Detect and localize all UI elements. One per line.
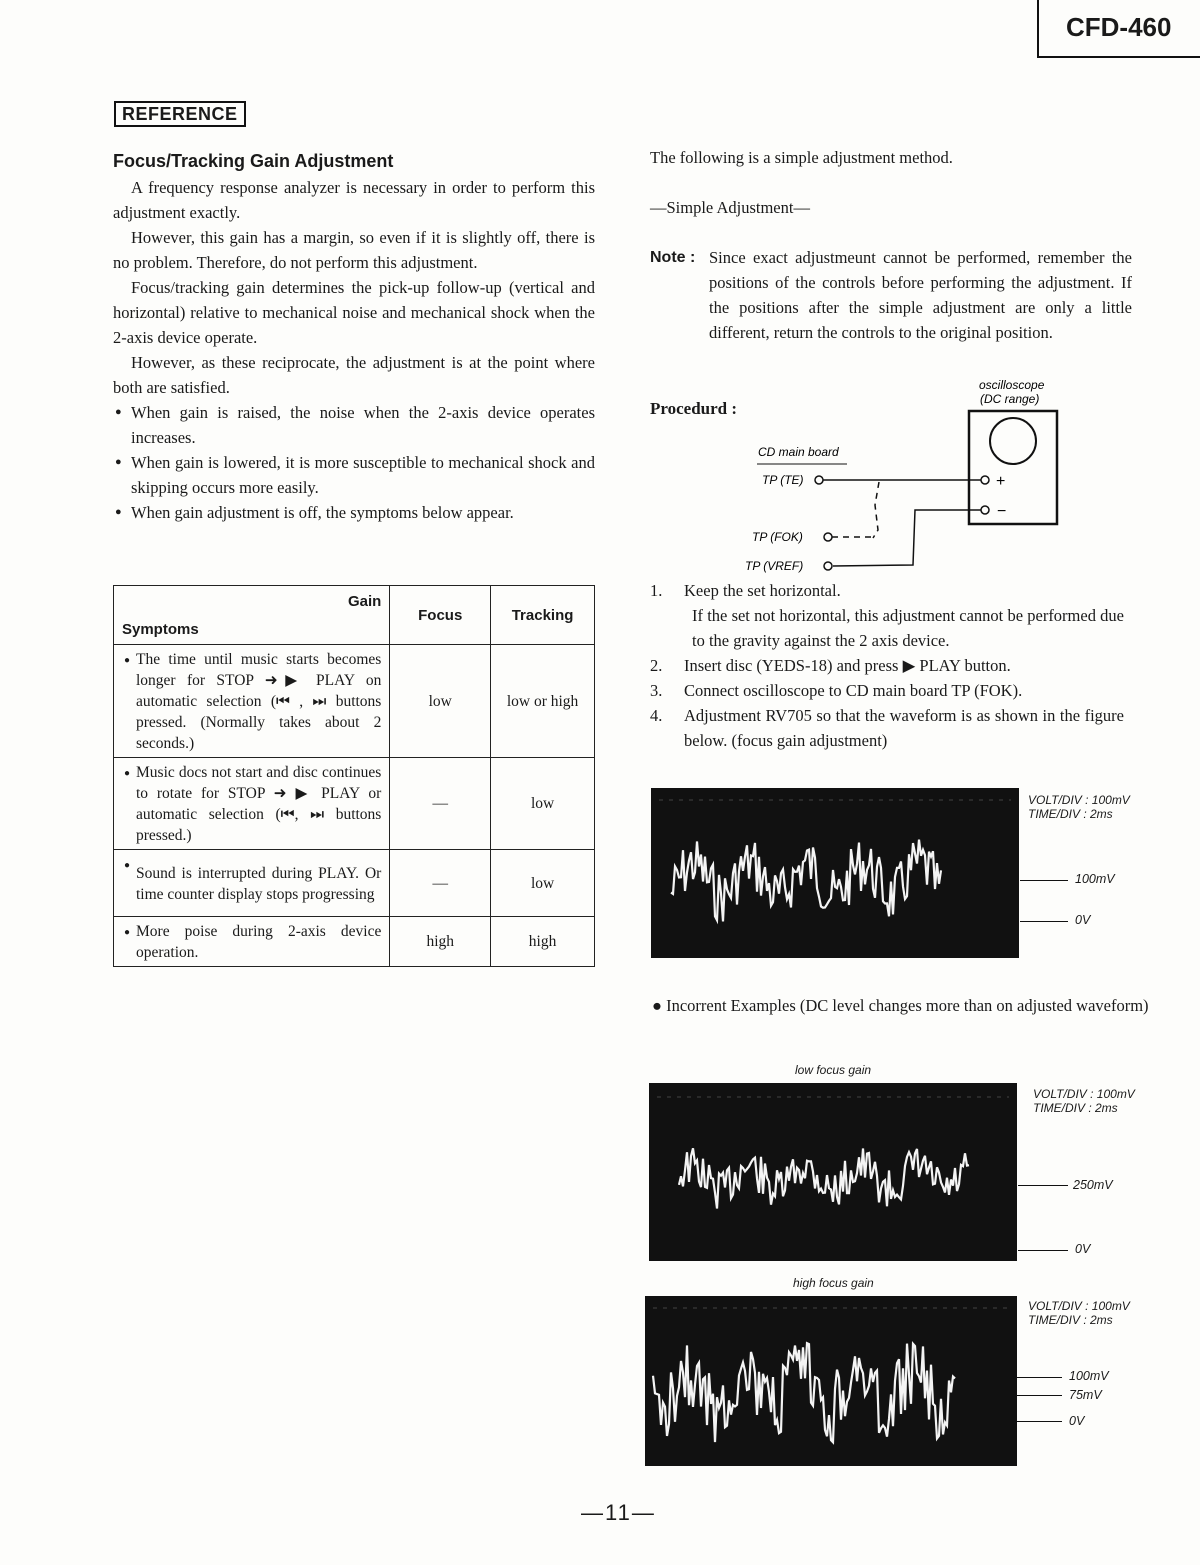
symptoms-header: Symptoms xyxy=(122,621,199,638)
bullet-item: ● When gain is lowered, it is more susceptible to mechanical shock and skipping occurs more easily. xyxy=(113,450,595,500)
tp-vref-label: TP (VREF) xyxy=(745,559,804,573)
table-row xyxy=(114,850,595,917)
page-number: —11— xyxy=(581,1500,656,1525)
section-heading: Focus/Tracking Gain Adjustment xyxy=(113,151,394,171)
tp-fok-terminal xyxy=(824,533,832,541)
volt-div-label: VOLT/DIV : 100mV xyxy=(1028,1299,1130,1313)
symptom-cell: ● The time until music starts becomes longer for STOP ➜▶ PLAY on automatic selection (⏮ , ⏭ buttons pressed. (Normally takes about 2 seconds.) xyxy=(114,645,390,758)
oscilloscope-screen xyxy=(990,418,1036,464)
level-label: 0V xyxy=(1075,913,1091,927)
level-label: 100mV xyxy=(1069,1369,1109,1383)
tracking-cell: low or high xyxy=(491,645,595,758)
vref-wire xyxy=(833,510,981,566)
tp-te-terminal xyxy=(815,476,823,484)
procedure-label: Procedurd : xyxy=(650,399,738,418)
level-line xyxy=(1020,880,1068,881)
tracking-cell: high xyxy=(491,917,595,967)
step-item xyxy=(650,578,1124,603)
volt-div-label: VOLT/DIV : 100mV xyxy=(1033,1087,1135,1101)
tracking-cell: low xyxy=(491,758,595,850)
level-line xyxy=(1016,1377,1062,1378)
level-label: 100mV xyxy=(1075,872,1115,886)
step-item xyxy=(650,653,1124,678)
level-line xyxy=(1016,1395,1062,1396)
procedure-steps xyxy=(650,578,1124,753)
fok-dashed-wire xyxy=(873,482,879,538)
step-number: 3. xyxy=(650,681,663,700)
note-text: Since exact adjustmeunt cannot be performed, remember the positions of the controls before performing the adjustment. If the positions after the simple adjustment are only a little different, return the controls to the original position. xyxy=(709,248,1132,342)
gain-header: Gain xyxy=(348,593,382,610)
focus-header: Focus xyxy=(390,586,491,645)
focus-cell: high xyxy=(390,917,491,967)
intro-text: The following is a simple adjustment method. xyxy=(650,148,953,167)
table-corner-cell xyxy=(114,586,390,645)
connection-diagram xyxy=(735,375,1075,580)
table-row xyxy=(114,758,595,850)
paragraph: Focus/tracking gain determines the pick-up follow-up (vertical and horizontal) relative to mechanical noise and mechanical shock when the 2-axis device operate. xyxy=(113,278,595,347)
bullet-list xyxy=(113,400,595,525)
symptoms-table xyxy=(113,585,595,967)
tracking-header: Tracking xyxy=(491,586,595,645)
step-item xyxy=(650,703,1124,753)
paragraph: A frequency response analyzer is necessary in order to perform this adjustment exactly. xyxy=(113,178,595,222)
waveform-trace xyxy=(645,1296,1017,1466)
table-header-row xyxy=(114,586,595,645)
tp-fok-label: TP (FOK) xyxy=(752,530,803,544)
bullet-item: ● When gain adjustment is off, the symptoms below appear. xyxy=(113,500,595,525)
oscilloscope-photo-low-gain xyxy=(649,1083,1017,1261)
reference-badge: REFERENCE xyxy=(114,101,246,127)
simple-adjustment-heading: —Simple Adjustment— xyxy=(650,198,810,217)
volt-div-label: VOLT/DIV : 100mV xyxy=(1028,793,1130,807)
focus-cell: low xyxy=(390,645,491,758)
scope-range-label: (DC range) xyxy=(980,392,1040,406)
minus-sign: − xyxy=(997,503,1007,520)
left-column xyxy=(113,148,595,525)
tp-vref-terminal xyxy=(824,562,832,570)
level-line xyxy=(1018,1185,1068,1186)
tp-te-label: TP (TE) xyxy=(762,473,804,487)
oscilloscope-photo-high-gain xyxy=(645,1296,1017,1466)
paragraph: However, as these reciprocate, the adjustment is at the point where both are satisfied. xyxy=(113,353,595,397)
step-subitem xyxy=(650,603,1124,653)
time-div-label: TIME/DIV : 2ms xyxy=(1028,807,1113,821)
scope-caption: high focus gain xyxy=(793,1276,874,1290)
step-number: 2. xyxy=(650,656,663,675)
symptom-cell: ● Music docs not start and disc continues to rotate for STOP ➜ ▶ PLAY or automatic selection (⏮, ⏭ buttons pressed.) xyxy=(114,758,390,850)
level-label: 75mV xyxy=(1069,1388,1102,1402)
scope-label: oscilloscope xyxy=(979,378,1045,392)
time-div-label: TIME/DIV : 2ms xyxy=(1028,1313,1113,1327)
focus-cell: — xyxy=(390,850,491,917)
scope-caption: low focus gain xyxy=(795,1063,872,1077)
tracking-cell: low xyxy=(491,850,595,917)
level-label: 250mV xyxy=(1073,1178,1113,1192)
level-line xyxy=(1018,1250,1068,1251)
waveform-trace xyxy=(651,788,1019,958)
model-number: CFD-460 xyxy=(1066,12,1172,42)
step-number: 4. xyxy=(650,706,663,725)
level-line xyxy=(1016,1421,1062,1422)
focus-cell: — xyxy=(390,758,491,850)
symptom-cell: ● Sound is interrupted during PLAY. Or time counter display stops progressing xyxy=(114,850,390,917)
step-text: Keep the set horizontal. xyxy=(684,581,841,600)
time-div-label: TIME/DIV : 2ms xyxy=(1033,1101,1118,1115)
step-item xyxy=(650,678,1124,703)
level-line xyxy=(1020,921,1068,922)
oscilloscope-photo-correct xyxy=(651,788,1019,958)
level-label: 0V xyxy=(1069,1414,1085,1428)
note-label: Note : xyxy=(650,249,696,266)
step-text: Adjustment RV705 so that the waveform is as shown in the figure below. (focus gain adjustment) xyxy=(684,706,1124,750)
step-number: 1. xyxy=(650,581,663,600)
waveform-trace xyxy=(649,1083,1017,1261)
step-text: Connect oscilloscope to CD main board TP (FOK). xyxy=(684,681,1023,700)
level-label: 0V xyxy=(1075,1242,1091,1256)
incorrect-examples-text: ● Incorrent Examples (DC level changes more than on adjusted waveform) xyxy=(652,996,1149,1015)
minus-terminal xyxy=(981,506,989,514)
table-row xyxy=(114,917,595,967)
plus-sign: + xyxy=(996,473,1006,490)
board-label: CD main board xyxy=(758,445,839,459)
plus-terminal xyxy=(981,476,989,484)
table-row xyxy=(114,645,595,758)
symptom-cell: ● More poise during 2-axis device operation. xyxy=(114,917,390,967)
step-subtext: If the set not horizontal, this adjustment cannot be performed due to the gravity against the 2 axis device. xyxy=(692,606,1124,650)
step-text: Insert disc (YEDS-18) and press ▶ PLAY button. xyxy=(684,656,1011,675)
bullet-item: ● When gain is raised, the noise when the 2-axis device operates increases. xyxy=(113,400,595,450)
paragraph: However, this gain has a margin, so even if it is slightly off, there is no problem. Therefore, do not perform this adjustment. xyxy=(113,228,595,272)
